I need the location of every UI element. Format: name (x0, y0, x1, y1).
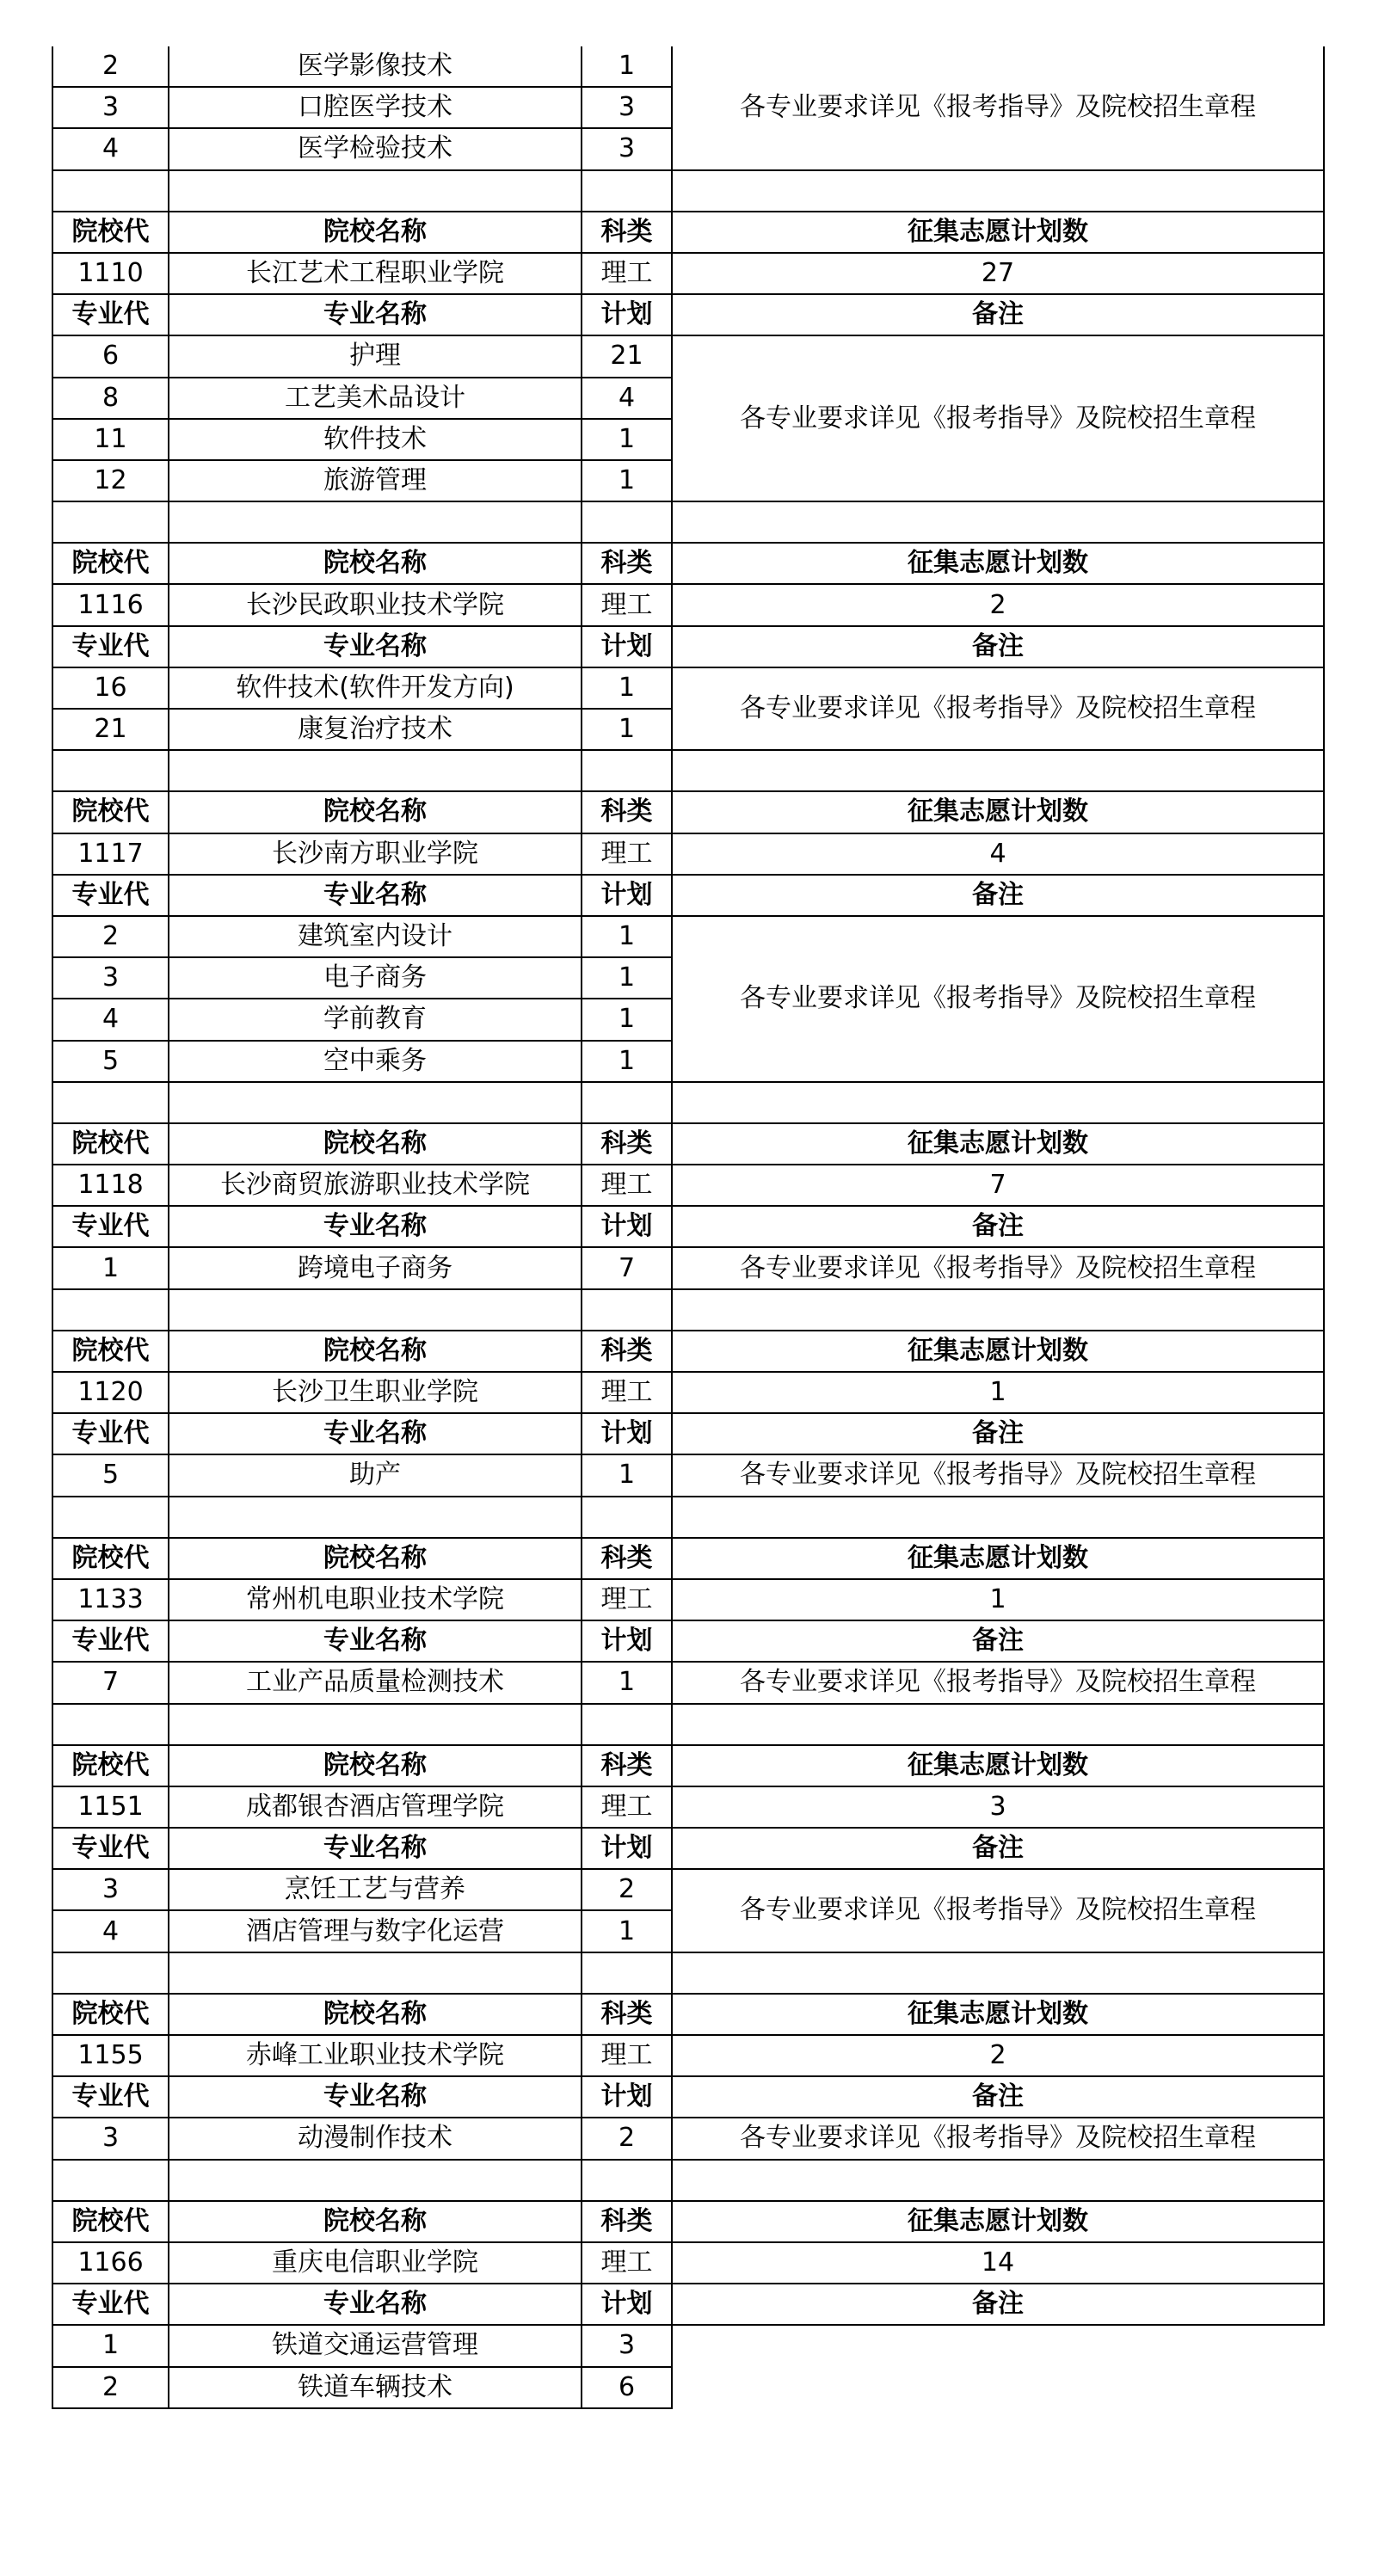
spacer-cell (52, 1082, 169, 1123)
major-plan: 1 (582, 1454, 672, 1496)
school-row (52, 1579, 1324, 1620)
spacer-cell (52, 2160, 169, 2201)
spacer-cell (672, 1952, 1324, 1994)
school-code: 1110 (52, 253, 169, 294)
major-name: 康复治疗技术 (169, 709, 582, 750)
major-code-header: 专业代 (52, 1413, 169, 1454)
major-code: 2 (52, 46, 169, 87)
school-subject: 理工 (582, 584, 672, 625)
school-code: 1116 (52, 584, 169, 625)
spacer-cell (672, 501, 1324, 543)
remark-text: 各专业要求详见《报考指导》及院校招生章程 (672, 2118, 1324, 2159)
school-name-header: 院校名称 (169, 1123, 582, 1165)
spacer-cell (672, 1704, 1324, 1745)
spacer-cell (169, 1497, 582, 1538)
school-subject: 理工 (582, 1372, 672, 1413)
school-row (52, 1165, 1324, 1206)
major-header-row (52, 1206, 1324, 1247)
major-plan: 3 (582, 128, 672, 169)
major-code: 4 (52, 999, 169, 1040)
major-plan: 1 (582, 916, 672, 957)
school-code-header: 院校代 (52, 1538, 169, 1579)
spacer-cell (672, 750, 1324, 791)
major-name: 铁道车辆技术 (169, 2367, 582, 2408)
school-subject: 理工 (582, 1786, 672, 1828)
remark-header: 备注 (672, 2076, 1324, 2118)
spacer-cell (169, 501, 582, 543)
spacer-cell (582, 1952, 672, 1994)
school-code-header: 院校代 (52, 791, 169, 833)
plan-header: 计划 (582, 2284, 672, 2325)
school-code: 1117 (52, 833, 169, 875)
spacer-cell (169, 1952, 582, 1994)
spacer-cell (582, 750, 672, 791)
school-name-header: 院校名称 (169, 1331, 582, 1372)
school-name-header: 院校名称 (169, 543, 582, 584)
school-row (52, 253, 1324, 294)
plan-total: 1 (672, 1579, 1324, 1620)
school-name-header: 院校名称 (169, 1745, 582, 1786)
major-code: 1 (52, 1247, 169, 1288)
major-row (52, 46, 1324, 87)
major-code-header: 专业代 (52, 2284, 169, 2325)
spacer-cell (582, 2160, 672, 2201)
major-name-header: 专业名称 (169, 626, 582, 667)
subject-header: 科类 (582, 1123, 672, 1165)
major-row (52, 1869, 1324, 1910)
major-code-header: 专业代 (52, 875, 169, 916)
remark-text: 各专业要求详见《报考指导》及院校招生章程 (672, 46, 1324, 170)
major-name: 电子商务 (169, 957, 582, 999)
school-name: 长沙民政职业技术学院 (169, 584, 582, 625)
plan-total-header: 征集志愿计划数 (672, 2201, 1324, 2242)
plan-total-header: 征集志愿计划数 (672, 543, 1324, 584)
major-name: 口腔医学技术 (169, 87, 582, 128)
major-code-header: 专业代 (52, 2076, 169, 2118)
spacer-cell (169, 170, 582, 212)
major-plan: 1 (582, 460, 672, 501)
subject-header: 科类 (582, 543, 672, 584)
remark-text: 各专业要求详见《报考指导》及院校招生章程 (672, 1454, 1324, 1496)
major-header-row (52, 1413, 1324, 1454)
major-code-header: 专业代 (52, 626, 169, 667)
school-name-header: 院校名称 (169, 212, 582, 253)
major-code-header: 专业代 (52, 1206, 169, 1247)
major-header-row (52, 1828, 1324, 1869)
major-code: 2 (52, 2367, 169, 2408)
major-name: 工业产品质量检测技术 (169, 1662, 582, 1703)
school-header-row (52, 1994, 1324, 2035)
school-header-row (52, 2201, 1324, 2242)
major-name-header: 专业名称 (169, 2284, 582, 2325)
plan-header: 计划 (582, 875, 672, 916)
major-plan: 3 (582, 2325, 672, 2366)
school-subject: 理工 (582, 1579, 672, 1620)
spacer-cell (582, 170, 672, 212)
major-row (52, 1247, 1324, 1288)
major-code-header: 专业代 (52, 1620, 169, 1662)
remark-header: 备注 (672, 1206, 1324, 1247)
major-code: 2 (52, 916, 169, 957)
school-code-header: 院校代 (52, 543, 169, 584)
remark-text: 各专业要求详见《报考指导》及院校招生章程 (672, 335, 1324, 501)
major-name: 工艺美术品设计 (169, 378, 582, 419)
school-code-header: 院校代 (52, 1331, 169, 1372)
major-name: 助产 (169, 1454, 582, 1496)
spacer-cell (672, 1082, 1324, 1123)
major-code: 1 (52, 2325, 169, 2366)
major-name-header: 专业名称 (169, 294, 582, 335)
spacer-cell (169, 750, 582, 791)
spacer-row (52, 501, 1324, 543)
spacer-row (52, 2160, 1324, 2201)
spacer-cell (582, 1497, 672, 1538)
major-name: 学前教育 (169, 999, 582, 1040)
major-plan: 21 (582, 335, 672, 377)
school-header-row (52, 212, 1324, 253)
school-name: 长沙商贸旅游职业技术学院 (169, 1165, 582, 1206)
major-code: 5 (52, 1041, 169, 1082)
major-name: 烹饪工艺与营养 (169, 1869, 582, 1910)
school-name: 长江艺术工程职业学院 (169, 253, 582, 294)
plan-total: 3 (672, 1786, 1324, 1828)
plan-total-header: 征集志愿计划数 (672, 1745, 1324, 1786)
spacer-cell (672, 170, 1324, 212)
spacer-cell (169, 1289, 582, 1331)
spacer-row (52, 1952, 1324, 1994)
remark-text: 各专业要求详见《报考指导》及院校招生章程 (672, 1247, 1324, 1288)
spacer-row (52, 1082, 1324, 1123)
major-name-header: 专业名称 (169, 1828, 582, 1869)
remark-header: 备注 (672, 294, 1324, 335)
major-header-row (52, 626, 1324, 667)
subject-header: 科类 (582, 791, 672, 833)
spacer-cell (52, 1704, 169, 1745)
major-name: 铁道交通运营管理 (169, 2325, 582, 2366)
remark-text: 各专业要求详见《报考指导》及院校招生章程 (672, 667, 1324, 750)
major-name: 酒店管理与数字化运营 (169, 1910, 582, 1952)
spacer-cell (582, 501, 672, 543)
remark-header: 备注 (672, 626, 1324, 667)
plan-total: 27 (672, 253, 1324, 294)
remark-text: 各专业要求详见《报考指导》及院校招生章程 (672, 1869, 1324, 1952)
major-name: 跨境电子商务 (169, 1247, 582, 1288)
major-plan: 1 (582, 1041, 672, 1082)
plan-header: 计划 (582, 1620, 672, 1662)
school-header-row (52, 543, 1324, 584)
subject-header: 科类 (582, 1745, 672, 1786)
plan-header: 计划 (582, 1413, 672, 1454)
major-code: 16 (52, 667, 169, 709)
enrollment-plan-table (52, 46, 1325, 2409)
subject-header: 科类 (582, 212, 672, 253)
spacer-cell (52, 170, 169, 212)
school-code: 1120 (52, 1372, 169, 1413)
school-name: 常州机电职业技术学院 (169, 1579, 582, 1620)
major-name-header: 专业名称 (169, 875, 582, 916)
major-row (52, 1454, 1324, 1496)
spacer-cell (582, 1704, 672, 1745)
major-name-header: 专业名称 (169, 1413, 582, 1454)
school-name-header: 院校名称 (169, 1538, 582, 1579)
spacer-row (52, 750, 1324, 791)
major-plan: 1 (582, 46, 672, 87)
spacer-cell (52, 750, 169, 791)
school-header-row (52, 1538, 1324, 1579)
plan-header: 计划 (582, 294, 672, 335)
school-code: 1133 (52, 1579, 169, 1620)
school-name-header: 院校名称 (169, 2201, 582, 2242)
spacer-cell (582, 1289, 672, 1331)
plan-header: 计划 (582, 2076, 672, 2118)
major-plan: 7 (582, 1247, 672, 1288)
major-code: 5 (52, 1454, 169, 1496)
major-plan: 1 (582, 419, 672, 460)
school-name-header: 院校名称 (169, 791, 582, 833)
spacer-cell (169, 1704, 582, 1745)
remark-header: 备注 (672, 2284, 1324, 2325)
plan-header: 计划 (582, 1206, 672, 1247)
spacer-row (52, 1704, 1324, 1745)
major-header-row (52, 2076, 1324, 2118)
school-code: 1118 (52, 1165, 169, 1206)
major-row (52, 667, 1324, 709)
major-code: 3 (52, 2118, 169, 2159)
plan-total: 4 (672, 833, 1324, 875)
plan-header: 计划 (582, 1828, 672, 1869)
school-code-header: 院校代 (52, 2201, 169, 2242)
school-subject: 理工 (582, 2242, 672, 2284)
major-code: 11 (52, 419, 169, 460)
major-name: 旅游管理 (169, 460, 582, 501)
school-name: 长沙南方职业学院 (169, 833, 582, 875)
major-plan: 4 (582, 378, 672, 419)
plan-total-header: 征集志愿计划数 (672, 791, 1324, 833)
major-plan: 1 (582, 709, 672, 750)
major-plan: 1 (582, 1910, 672, 1952)
subject-header: 科类 (582, 1538, 672, 1579)
school-name: 赤峰工业职业技术学院 (169, 2035, 582, 2076)
school-row (52, 2035, 1324, 2076)
school-header-row (52, 1123, 1324, 1165)
school-subject: 理工 (582, 253, 672, 294)
remark-header: 备注 (672, 1620, 1324, 1662)
school-row (52, 1372, 1324, 1413)
major-code: 4 (52, 1910, 169, 1952)
major-code-header: 专业代 (52, 1828, 169, 1869)
school-header-row (52, 1331, 1324, 1372)
major-header-row (52, 1620, 1324, 1662)
plan-total: 14 (672, 2242, 1324, 2284)
major-code: 8 (52, 378, 169, 419)
school-row (52, 1786, 1324, 1828)
plan-total-header: 征集志愿计划数 (672, 1994, 1324, 2035)
school-name: 重庆电信职业学院 (169, 2242, 582, 2284)
major-name: 软件技术 (169, 419, 582, 460)
plan-total-header: 征集志愿计划数 (672, 212, 1324, 253)
school-name-header: 院校名称 (169, 1994, 582, 2035)
school-code-header: 院校代 (52, 212, 169, 253)
major-name-header: 专业名称 (169, 1206, 582, 1247)
major-plan: 3 (582, 87, 672, 128)
plan-total-header: 征集志愿计划数 (672, 1123, 1324, 1165)
major-name: 医学检验技术 (169, 128, 582, 169)
school-subject: 理工 (582, 833, 672, 875)
plan-total: 7 (672, 1165, 1324, 1206)
school-name: 成都银杏酒店管理学院 (169, 1786, 582, 1828)
major-plan: 1 (582, 1662, 672, 1703)
major-header-row (52, 875, 1324, 916)
major-code: 12 (52, 460, 169, 501)
major-code: 3 (52, 1869, 169, 1910)
school-code-header: 院校代 (52, 1745, 169, 1786)
school-code: 1155 (52, 2035, 169, 2076)
major-plan: 6 (582, 2367, 672, 2408)
spacer-cell (52, 1952, 169, 1994)
school-code: 1166 (52, 2242, 169, 2284)
major-name-header: 专业名称 (169, 1620, 582, 1662)
major-plan: 2 (582, 2118, 672, 2159)
major-name: 空中乘务 (169, 1041, 582, 1082)
remark-text: 各专业要求详见《报考指导》及院校招生章程 (672, 1662, 1324, 1703)
spacer-row (52, 1497, 1324, 1538)
major-header-row (52, 2284, 1324, 2325)
spacer-cell (672, 2160, 1324, 2201)
major-header-row (52, 294, 1324, 335)
spacer-row (52, 170, 1324, 212)
major-plan: 1 (582, 667, 672, 709)
school-row (52, 833, 1324, 875)
school-row (52, 2242, 1324, 2284)
major-name: 护理 (169, 335, 582, 377)
major-plan: 1 (582, 957, 672, 999)
major-code-header: 专业代 (52, 294, 169, 335)
remark-header: 备注 (672, 875, 1324, 916)
major-row (52, 916, 1324, 957)
spacer-cell (169, 2160, 582, 2201)
major-name-header: 专业名称 (169, 2076, 582, 2118)
plan-total: 1 (672, 1372, 1324, 1413)
school-subject: 理工 (582, 1165, 672, 1206)
major-name: 软件技术(软件开发方向) (169, 667, 582, 709)
spacer-cell (52, 1497, 169, 1538)
spacer-cell (672, 1497, 1324, 1538)
spacer-row (52, 1289, 1324, 1331)
school-code-header: 院校代 (52, 1123, 169, 1165)
major-code: 3 (52, 957, 169, 999)
major-row (52, 335, 1324, 377)
major-row (52, 2325, 1324, 2366)
major-name: 医学影像技术 (169, 46, 582, 87)
spacer-cell (52, 501, 169, 543)
major-plan: 2 (582, 1869, 672, 1910)
major-code: 21 (52, 709, 169, 750)
remark-text: 各专业要求详见《报考指导》及院校招生章程 (672, 916, 1324, 1082)
major-plan: 1 (582, 999, 672, 1040)
subject-header: 科类 (582, 1331, 672, 1372)
spacer-cell (582, 1082, 672, 1123)
major-code: 7 (52, 1662, 169, 1703)
school-name: 长沙卫生职业学院 (169, 1372, 582, 1413)
remark-header: 备注 (672, 1828, 1324, 1869)
plan-header: 计划 (582, 626, 672, 667)
school-header-row (52, 1745, 1324, 1786)
school-subject: 理工 (582, 2035, 672, 2076)
school-code: 1151 (52, 1786, 169, 1828)
plan-total: 2 (672, 2035, 1324, 2076)
subject-header: 科类 (582, 2201, 672, 2242)
major-name: 动漫制作技术 (169, 2118, 582, 2159)
plan-total: 2 (672, 584, 1324, 625)
plan-total-header: 征集志愿计划数 (672, 1331, 1324, 1372)
remark-cell-empty (672, 2325, 1324, 2407)
spacer-cell (169, 1082, 582, 1123)
subject-header: 科类 (582, 1994, 672, 2035)
major-code: 3 (52, 87, 169, 128)
major-row (52, 1662, 1324, 1703)
school-row (52, 584, 1324, 625)
major-name: 建筑室内设计 (169, 916, 582, 957)
school-header-row (52, 791, 1324, 833)
school-code-header: 院校代 (52, 1994, 169, 2035)
remark-header: 备注 (672, 1413, 1324, 1454)
major-code: 4 (52, 128, 169, 169)
spacer-cell (672, 1289, 1324, 1331)
spacer-cell (52, 1289, 169, 1331)
major-code: 6 (52, 335, 169, 377)
plan-total-header: 征集志愿计划数 (672, 1538, 1324, 1579)
major-row (52, 2118, 1324, 2159)
